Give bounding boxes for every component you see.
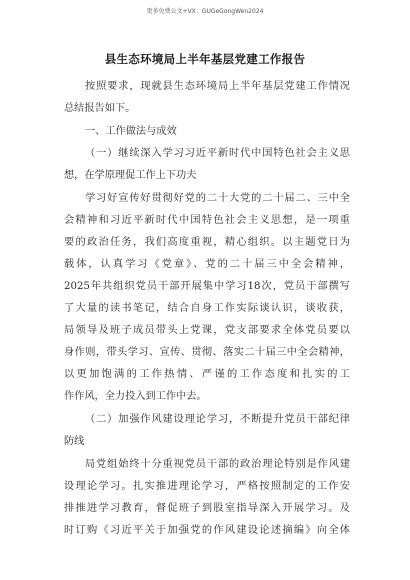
text-line: 想，在学原理促工作上下功夫 bbox=[64, 170, 197, 181]
text-line: 会精神和习近平新时代中国特色社会主义思想，是一项重 bbox=[64, 215, 350, 226]
text-line: 身作则，带头学习、宣传、贯彻、落实二十届三中全会精神， bbox=[64, 347, 350, 358]
subsection-heading-1 bbox=[64, 143, 350, 187]
text-line: （二）加强作风建设理论学习，不断提升党员干部纪律 bbox=[85, 414, 350, 425]
text-line: 局领导及班子成员带头上党课，党支部要求全体党员要以 bbox=[64, 325, 350, 336]
text-line: 2025年共组织党员干部开展集中学习18次，党员干部撰写 bbox=[64, 281, 350, 292]
paragraph-study bbox=[64, 188, 350, 408]
paragraph-style bbox=[64, 454, 350, 542]
section-heading bbox=[64, 121, 350, 143]
text-line: 学习好宣传好贯彻好党的二十大党的二十届二、三中全 bbox=[85, 193, 350, 204]
paragraph-intro bbox=[64, 76, 350, 120]
document-title: 县生态环境局上半年基层党建工作报告 bbox=[104, 52, 306, 66]
section-heading-1: 一、工作做法与成效 bbox=[85, 126, 177, 137]
text-line: 防线 bbox=[64, 436, 85, 447]
text-line: 要的政治任务，我们高度重视，精心组织。以主题党日为 bbox=[64, 237, 350, 248]
text-line: 总结报告如下。 bbox=[64, 103, 136, 114]
text-line: 局党组始终十分重视党员干部的政治理论特别是作风建 bbox=[85, 459, 350, 470]
header-note: 更多免费公文+VX：GUGeGongWen2024 bbox=[146, 8, 264, 15]
text-line: 设理论学习。扎实推进理论学习，严格按照制定的工作安 bbox=[64, 481, 350, 492]
text-line: 按照要求，现就县生态环境局上半年基层党建工作情况 bbox=[85, 81, 350, 92]
text-line: （一）继续深入学习习近平新时代中国特色社会主义思 bbox=[85, 148, 350, 159]
text-line: 排推进学习教育，督促班子到股室指导深入开展学习。及 bbox=[64, 503, 350, 514]
text-line: 时订购《习近平关于加强党的作风建设论述摘编》向全体 bbox=[64, 525, 350, 536]
text-line: 了大量的读书笔记，结合自身工作实际谈认识，谈收获， bbox=[64, 303, 350, 314]
text-line: 以更加饱满的工作热情、严谨的工作态度和扎实的工 bbox=[64, 369, 350, 380]
text-line: 载体，认真学习《党章》、党的二十届三中全会精神， bbox=[64, 259, 350, 270]
text-line: 作作风，全力投入到工作中去。 bbox=[64, 391, 207, 402]
subsection-heading-2 bbox=[64, 409, 350, 453]
